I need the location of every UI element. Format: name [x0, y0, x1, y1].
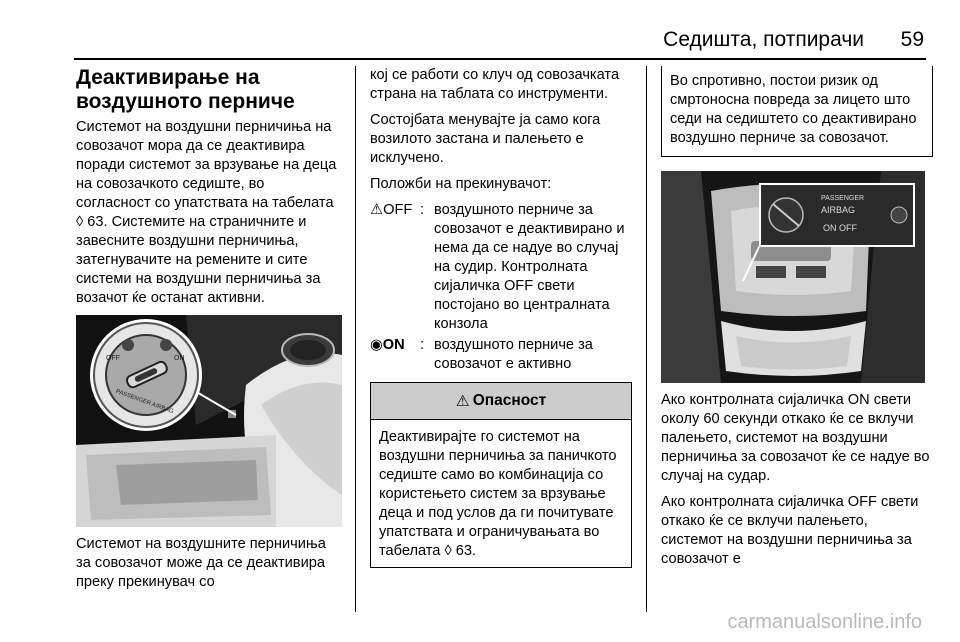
warning-continued-text: Во спротивно, постои ризик од смртоносна повреда за лицето што седи на седиштето со деактивирано воздушно перниче за совозачот.	[670, 73, 917, 146]
section-title: Седишта, потпирачи	[663, 28, 864, 51]
watermark: carmanualsonline.info	[727, 611, 922, 633]
airbag-indicator-photo	[661, 171, 925, 383]
paragraph: Ако контролната сијаличка ON свети околу 60 секунди откако ќе се вклучи палењето, системот на воздушни перничиња за совозачот ќе се надуе во случај на судар.	[661, 392, 930, 484]
airbag-off-icon: ⚠︎	[370, 202, 384, 218]
column-2	[370, 66, 632, 568]
airbag-switch-illustration	[76, 315, 342, 527]
airbag-switch-photo	[76, 315, 342, 527]
switch-label-on: ◉ON	[370, 337, 405, 353]
paragraph: Положби на прекинувачот:	[370, 176, 552, 192]
switch-row-on: ◉ON : воздушното перниче за совозачот е активно	[370, 336, 632, 374]
warning-triangle-icon: ⚠	[455, 392, 470, 410]
switch-desc-on: воздушното перниче за совозачот е активно	[434, 337, 593, 372]
header-rule	[74, 58, 926, 60]
switch-desc-off: воздушното перниче за совозачот е деактивирано и нема да се надуе во случај на судир. Контролната сијаличка OFF свети постојано во централната конзола	[434, 202, 625, 332]
paragraph: кој се работи со клуч од совозачката страна на таблата со инструменти.	[370, 67, 620, 102]
page-header	[0, 28, 960, 58]
indicator-airbag-label: AIRBAG	[821, 205, 856, 215]
paragraph: Системот на воздушни перничиња на совозачот мора да се деактивира поради системот за врзување на деца на совозачкото седиште, во согласност со упатствата на табелата ◊ 63. Системите на страничните и завесните воздушни перничиња, затегнувачите на ремените и сите системи на воздушни перничиња за возачот ќе останат активни.	[76, 119, 337, 306]
switch-passenger-airbag-label: PASSENGER AIRBAG	[114, 388, 175, 416]
overhead-console-illustration	[661, 171, 925, 383]
warning-header	[371, 383, 631, 420]
switch-positions-list	[370, 201, 632, 374]
switch-off-label: OFF	[106, 355, 120, 362]
warning-title: Опасност	[472, 392, 547, 409]
section-heading: Деактивирање на воздушното перниче	[76, 66, 295, 113]
switch-row-off: ⚠︎OFF : воздушното перниче за совозачот е деактивирано и нема да се надуе во случај на судир. Контролната сијаличка OFF свети постојано во централната конзола	[370, 201, 632, 334]
paragraph: Состојбата менувајте ја само кога возилото застана и палењето е исклучено.	[370, 112, 601, 166]
switch-on-label: ON	[174, 355, 185, 362]
indicator-on-off-label: ON OFF	[823, 223, 857, 233]
column-divider-1	[355, 66, 356, 612]
column-1	[76, 66, 342, 592]
warning-body: Деактивирајте го системот на воздушни перничиња за паничкото седиште само во комбинација со користењето систем за врзување деца и под услов да ги почитувате упатствата и ограничувањата во табелата ◊ 63.	[379, 429, 617, 559]
page-number: 59	[900, 28, 924, 51]
warning-continued-box	[661, 66, 933, 157]
airbag-on-icon: ◉	[370, 337, 383, 353]
switch-label-off: ⚠︎OFF	[370, 202, 413, 218]
paragraph: Ако контролната сијаличка OFF свети откако ќе се вклучи палењето, системот на воздушни перничиња за совозачот е	[661, 494, 919, 567]
column-3	[661, 66, 933, 569]
column-divider-2	[646, 66, 647, 612]
paragraph: Системот на воздушните перничиња за совозачот може да се деактивира преку прекинувач со	[76, 536, 326, 590]
danger-warning-box	[370, 382, 632, 568]
indicator-passenger-label: PASSENGER	[821, 195, 865, 202]
